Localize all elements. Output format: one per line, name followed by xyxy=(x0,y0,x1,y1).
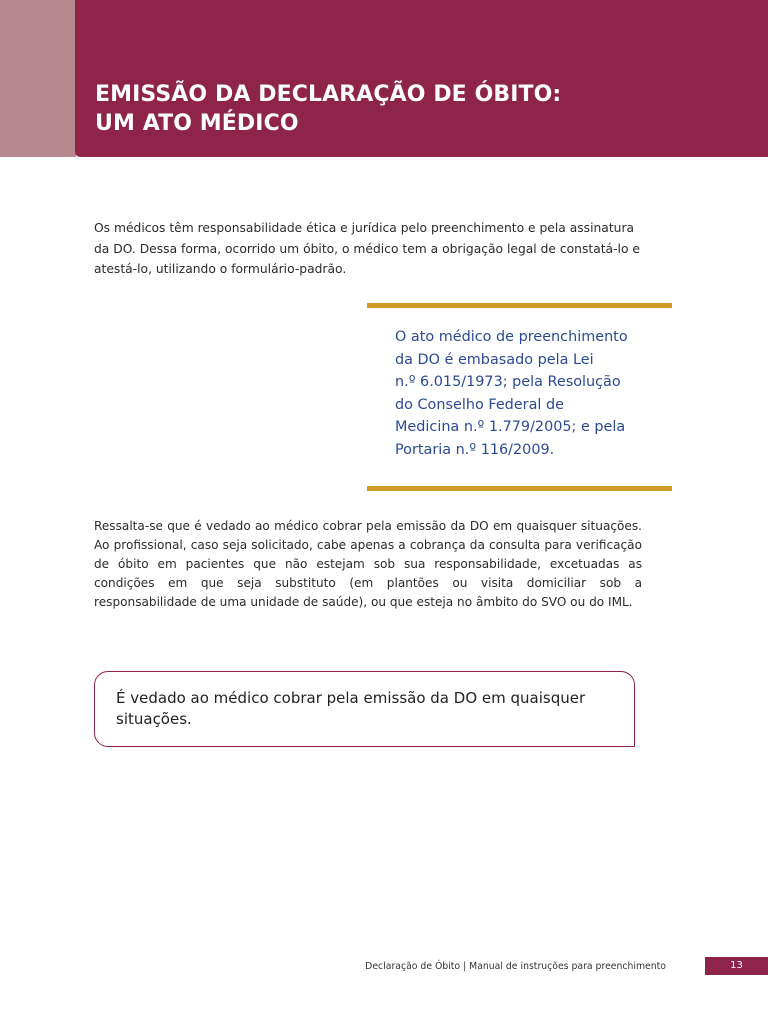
callout-top-rule xyxy=(367,303,672,308)
notice-text: É vedado ao médico cobrar pela emissão da DO em quaisquer situações. xyxy=(116,689,586,728)
body-paragraph: Ressalta-se que é vedado ao médico cobrar pela emissão da DO em quaisquer situações. Ao profissional, caso seja solicitado, cabe apenas a cobrança da consulta para verificação de óbito em pacientes que não estejam sob sua responsabilidade, excetuadas as condições em que seja substituto (em plantões ou visita domiciliar sob a responsabilidade de uma unidade de saúde), ou que esteja no âmbito do SVO ou do IML. xyxy=(94,519,642,609)
page-title-line-2: UM ATO MÉDICO xyxy=(95,111,299,136)
callout-line: da DO é embasado pela Lei xyxy=(395,351,594,368)
callout-line: Portaria n.º 116/2009. xyxy=(395,441,555,458)
page-title-line-1: EMISSÃO DA DECLARAÇÃO DE ÓBITO: xyxy=(95,82,562,107)
notice-box xyxy=(94,671,635,747)
page-number: 13 xyxy=(705,957,768,975)
footer-text: Declaração de Óbito | Manual de instruções para preenchimento xyxy=(365,961,666,972)
callout-line: O ato médico de preenchimento xyxy=(395,329,628,345)
callout-line: Medicina n.º 1.779/2005; e pela xyxy=(395,419,626,436)
header-side-band xyxy=(0,0,76,157)
callout-line: do Conselho Federal de xyxy=(395,396,564,413)
page-title xyxy=(95,80,561,138)
intro-paragraph: Os médicos têm responsabilidade ética e jurídica pelo preenchimento e pela assinatura da DO. Dessa forma, ocorrido um óbito, o médico tem a obrigação legal de constatá-lo e atestá-lo, utilizando o formulário-padrão. xyxy=(94,221,640,276)
callout-bottom-rule xyxy=(367,486,672,491)
callout-line: n.º 6.015/1973; pela Resolução xyxy=(395,374,621,391)
legal-basis-callout xyxy=(395,326,665,462)
